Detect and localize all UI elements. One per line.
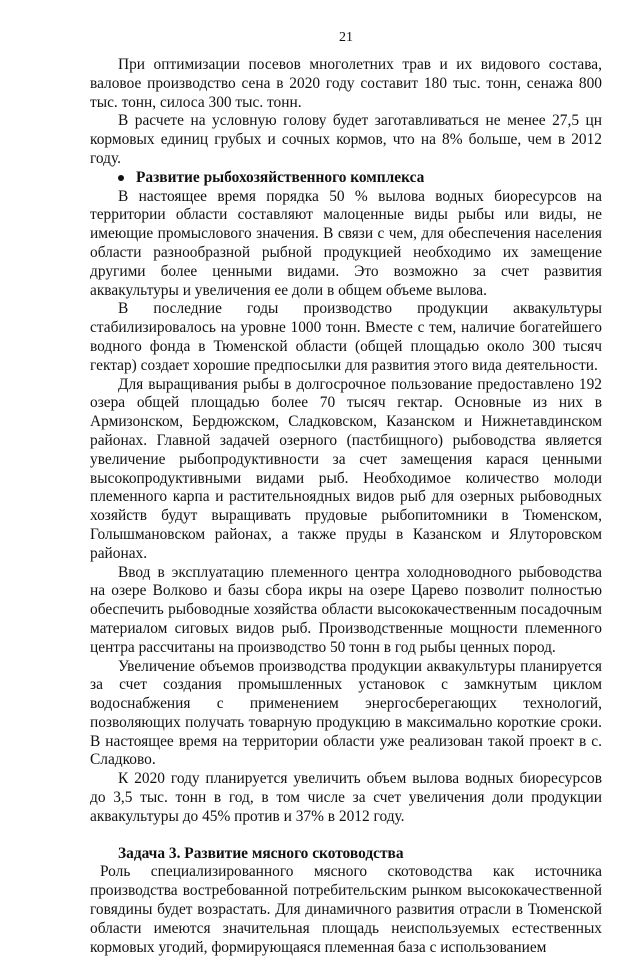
bullet-icon — [118, 175, 124, 181]
paragraph-breeding-center: Ввод в эксплуатацию племенного центра холодноводного рыбоводства на озере Волково и базы сбора икры на озере Царево позволит полностью обеспечить рыбоводные хозяйства области высококачественным посадочным материалом сиговых видов рыб. Производственные мощности племенного центра рассчитаны на производство 50 тонн в год рыбы ценных пород. — [90, 563, 602, 656]
page-number: 21 — [339, 30, 353, 45]
task-heading: Задача 3. Развитие мясного скотоводства — [118, 844, 404, 862]
paragraph-fish-catch: В настоящее время порядка 50 % вылова водных биоресурсов на территории области составляют малоценные виды рыбы или виды, не имеющие промыслового значения. В связи с чем, для обеспечения населения области разнообразной рыбной продукцией необходимо их замещение другими более ценными видами. Это возможно за счет развития аквакультуры и увеличения ее доли в общем объеме вылова. — [90, 187, 602, 299]
paragraph-lakes: Для выращивания рыбы в долгосрочное пользование предоставлено 192 озера общей площадью более 70 тысяч гектар. Основные из них в Армизонском, Бердюжском, Сладковском, Казанском и Нижнетавдинском районах. Главной задачей озерного (пастбищного) рыбоводства является увеличение рыбопродуктивности за счет замещения карася ценными высокопродуктивными видами рыб. Необходимое количество молоди племенного карпа и растительноядных видов рыб для озерных рыбоводных хозяйств будут выращивать прудовые рыбопитомники в Тюменском, Голышмановском районах, а также пруды в Казанском и Ялуторовском районах. — [90, 375, 602, 562]
paragraph-aquaculture-level: В последние годы производство продукции аквакультуры стабилизировалось на уровне 1000 тонн. Вместе с тем, наличие богатейшего водного фонда в Тюменской области (общей площадью около 300 тысяч гектар) создает хорошие предпосылки для развития этого вида деятельности. — [90, 300, 602, 374]
paragraph-closed-cycle: Увеличение объемов производства продукции аквакультуры планируется за счет создания промышленных установок с замкнутым циклом водоснабжения с применением энергосберегающих технологий, позволяющих получать товарную продукцию в максимально короткие сроки. В настоящее время на территории области уже реализован такой проект в с. Сладково. — [90, 657, 602, 769]
paragraph-forage-production: При оптимизации посевов многолетних трав и их видового состава, валовое производство сена в 2020 году составит 180 тыс. тонн, сенажа 800 тыс. тонн, силоса 300 тыс. тонн. — [90, 56, 602, 111]
paragraph-meat-cattle: Роль специализированного мясного скотоводства как источника производства востребованной потребительским рынком высококачественной говядины будет возрастать. Для динамичного развития отрасли в Тюменской области имеются значительная площадь неиспользуемых естественных кормовых угодий, формирующаяся племенная база с использованием — [90, 863, 602, 956]
section-heading-fishery — [118, 169, 602, 188]
paragraph-2020-targets: К 2020 году планируется увеличить объем вылова водных биоресурсов до 3,5 тыс. тонн в год, в том числе за счет увеличения доли продукции аквакультуры до 45% против и 37% в 2012 году. — [90, 770, 602, 825]
section-heading-text: Развитие рыбохозяйственного комплекса — [136, 168, 425, 186]
paragraph-feed-units: В расчете на условную голову будет заготавливаться не менее 27,5 цн кормовых единиц грубых и сочных кормов, что на 8% больше, чем в 2012 году. — [90, 112, 602, 167]
